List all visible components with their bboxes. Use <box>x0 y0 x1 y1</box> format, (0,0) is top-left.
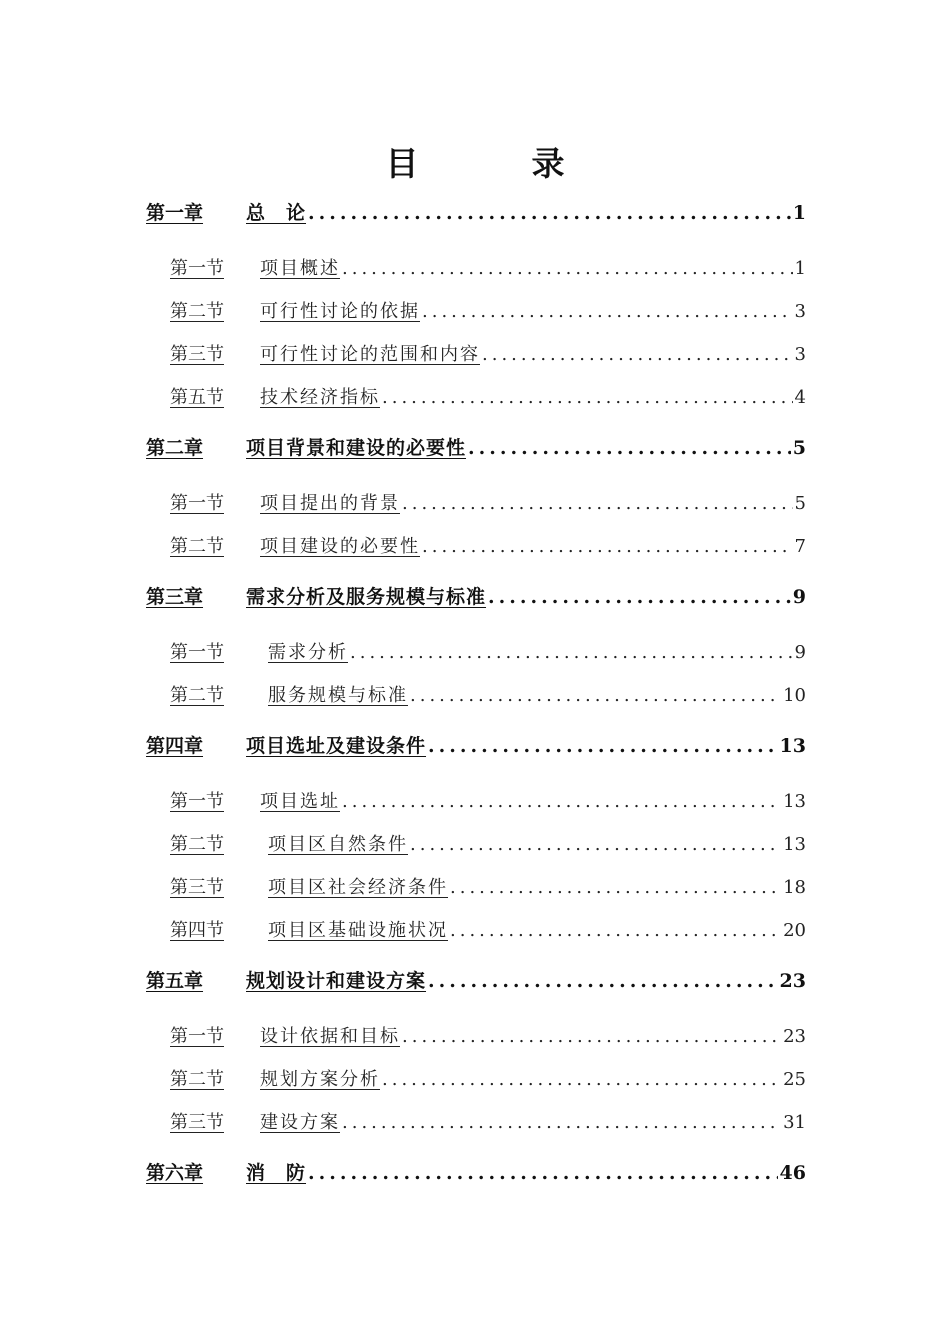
toc-section[interactable] <box>146 376 806 429</box>
toc-chapter-4[interactable] <box>146 727 806 780</box>
dot-leader <box>408 823 781 866</box>
toc-link[interactable] <box>170 631 348 674</box>
dot-leader <box>426 727 778 765</box>
page-number: 3 <box>794 344 806 365</box>
section-number: 第三节 <box>170 1112 224 1133</box>
dot-leader <box>380 1058 781 1101</box>
toc-chapter-1[interactable] <box>146 194 806 247</box>
toc-chapter-6[interactable] <box>146 1154 806 1207</box>
page-number: 9 <box>792 586 806 608</box>
section-number: 第三节 <box>170 877 224 898</box>
section-title: 服务规模与标准 <box>268 685 408 706</box>
dot-leader <box>466 429 791 467</box>
section-title: 项目建设的必要性 <box>260 536 420 557</box>
dot-leader <box>448 909 781 952</box>
toc-link[interactable] <box>146 1154 306 1192</box>
section-number: 第一节 <box>170 642 224 663</box>
section-number: 第二节 <box>170 536 224 557</box>
toc-link[interactable] <box>146 194 306 232</box>
toc-section[interactable] <box>146 333 806 376</box>
section-number: 第三节 <box>170 344 224 365</box>
dot-leader <box>480 333 793 376</box>
section-title: 项目区社会经济条件 <box>268 877 448 898</box>
toc-link[interactable] <box>170 333 480 376</box>
toc-section[interactable] <box>146 823 806 866</box>
dot-leader <box>426 962 778 1000</box>
page-number: 46 <box>779 1162 806 1184</box>
toc-section[interactable] <box>146 780 806 823</box>
section-title: 技术经济指标 <box>260 387 380 408</box>
page-number: 20 <box>783 920 806 941</box>
page-number: 25 <box>783 1069 806 1090</box>
toc-link[interactable] <box>170 525 420 568</box>
toc-link[interactable] <box>146 578 486 616</box>
page-number: 9 <box>794 642 806 663</box>
chapter-number: 第三章 <box>146 586 204 608</box>
dot-leader <box>486 578 791 616</box>
toc-link[interactable] <box>170 376 380 419</box>
chapter-title: 总 论 <box>246 202 307 224</box>
chapter-number: 第六章 <box>146 1162 204 1184</box>
toc-link[interactable] <box>170 674 408 717</box>
dot-leader <box>420 290 793 333</box>
toc-link[interactable] <box>170 823 408 866</box>
toc-link[interactable] <box>170 780 340 823</box>
toc-link[interactable] <box>170 247 340 290</box>
section-number: 第二节 <box>170 685 224 706</box>
dot-leader <box>408 674 781 717</box>
toc-link[interactable] <box>170 290 420 333</box>
section-number: 第二节 <box>170 301 224 322</box>
page-number: 23 <box>779 970 806 992</box>
dot-leader <box>400 482 793 525</box>
toc-section[interactable] <box>146 674 806 727</box>
chapter-title: 项目背景和建设的必要性 <box>246 437 467 459</box>
section-title: 建设方案 <box>260 1112 340 1133</box>
toc-section[interactable] <box>146 1101 806 1154</box>
section-number: 第四节 <box>170 920 224 941</box>
page-number: 31 <box>783 1112 806 1133</box>
toc-section[interactable] <box>146 631 806 674</box>
section-number: 第二节 <box>170 1069 224 1090</box>
page-number: 3 <box>794 301 806 322</box>
toc-section[interactable] <box>146 525 806 578</box>
dot-leader <box>380 376 793 419</box>
section-number: 第一节 <box>170 1026 224 1047</box>
dot-leader <box>306 194 791 232</box>
toc-section[interactable] <box>146 482 806 525</box>
toc-link[interactable] <box>170 909 448 952</box>
toc-section[interactable] <box>146 290 806 333</box>
page-number: 5 <box>792 437 806 459</box>
table-of-contents <box>146 194 806 1207</box>
dot-leader <box>340 780 781 823</box>
toc-title: 目 录 <box>385 144 605 183</box>
section-title: 需求分析 <box>268 642 348 663</box>
toc-link[interactable] <box>170 1015 400 1058</box>
toc-chapter-3[interactable] <box>146 578 806 631</box>
section-title: 规划方案分析 <box>260 1069 380 1090</box>
toc-chapter-2[interactable] <box>146 429 806 482</box>
chapter-number: 第一章 <box>146 202 204 224</box>
chapter-title: 需求分析及服务规模与标准 <box>246 586 487 608</box>
page-number: 13 <box>779 735 806 757</box>
toc-chapter-5[interactable] <box>146 962 806 1015</box>
dot-leader <box>420 525 793 568</box>
toc-link[interactable] <box>170 482 400 525</box>
chapter-number: 第五章 <box>146 970 204 992</box>
page-number: 5 <box>794 493 806 514</box>
page-number: 4 <box>794 387 806 408</box>
chapter-title: 项目选址及建设条件 <box>246 735 427 757</box>
section-title: 可行性讨论的范围和内容 <box>260 344 480 365</box>
page-number: 18 <box>783 877 806 898</box>
section-title: 可行性讨论的依据 <box>260 301 420 322</box>
toc-link[interactable] <box>170 1058 380 1101</box>
toc-section[interactable] <box>146 866 806 909</box>
chapter-number: 第四章 <box>146 735 204 757</box>
toc-link[interactable] <box>170 1101 340 1144</box>
toc-section[interactable] <box>146 1058 806 1101</box>
page-number: 10 <box>783 685 806 706</box>
toc-section[interactable] <box>146 1015 806 1058</box>
dot-leader <box>306 1154 778 1192</box>
section-title: 项目概述 <box>260 258 340 279</box>
dot-leader <box>340 247 793 290</box>
page-number: 1 <box>792 202 806 224</box>
toc-link[interactable] <box>146 962 426 1000</box>
section-number: 第一节 <box>170 493 224 514</box>
page-number: 7 <box>794 536 806 557</box>
section-title: 项目提出的背景 <box>260 493 400 514</box>
page-number: 13 <box>783 834 806 855</box>
section-number: 第一节 <box>170 258 224 279</box>
chapter-title: 消 防 <box>246 1162 307 1184</box>
toc-section[interactable] <box>146 909 806 962</box>
page-number: 13 <box>783 791 806 812</box>
section-title: 设计依据和目标 <box>260 1026 400 1047</box>
section-number: 第二节 <box>170 834 224 855</box>
section-number: 第五节 <box>170 387 224 408</box>
chapter-title: 规划设计和建设方案 <box>246 970 427 992</box>
toc-link[interactable] <box>146 429 466 467</box>
page-number: 1 <box>794 258 806 279</box>
dot-leader <box>340 1101 781 1144</box>
dot-leader <box>448 866 781 909</box>
dot-leader <box>348 631 793 674</box>
section-number: 第一节 <box>170 791 224 812</box>
toc-section[interactable] <box>146 247 806 290</box>
section-title: 项目区自然条件 <box>268 834 408 855</box>
section-title: 项目选址 <box>260 791 340 812</box>
toc-link[interactable] <box>146 727 426 765</box>
section-title: 项目区基础设施状况 <box>268 920 448 941</box>
page-number: 23 <box>783 1026 806 1047</box>
dot-leader <box>400 1015 781 1058</box>
toc-link[interactable] <box>170 866 448 909</box>
chapter-number: 第二章 <box>146 437 204 459</box>
